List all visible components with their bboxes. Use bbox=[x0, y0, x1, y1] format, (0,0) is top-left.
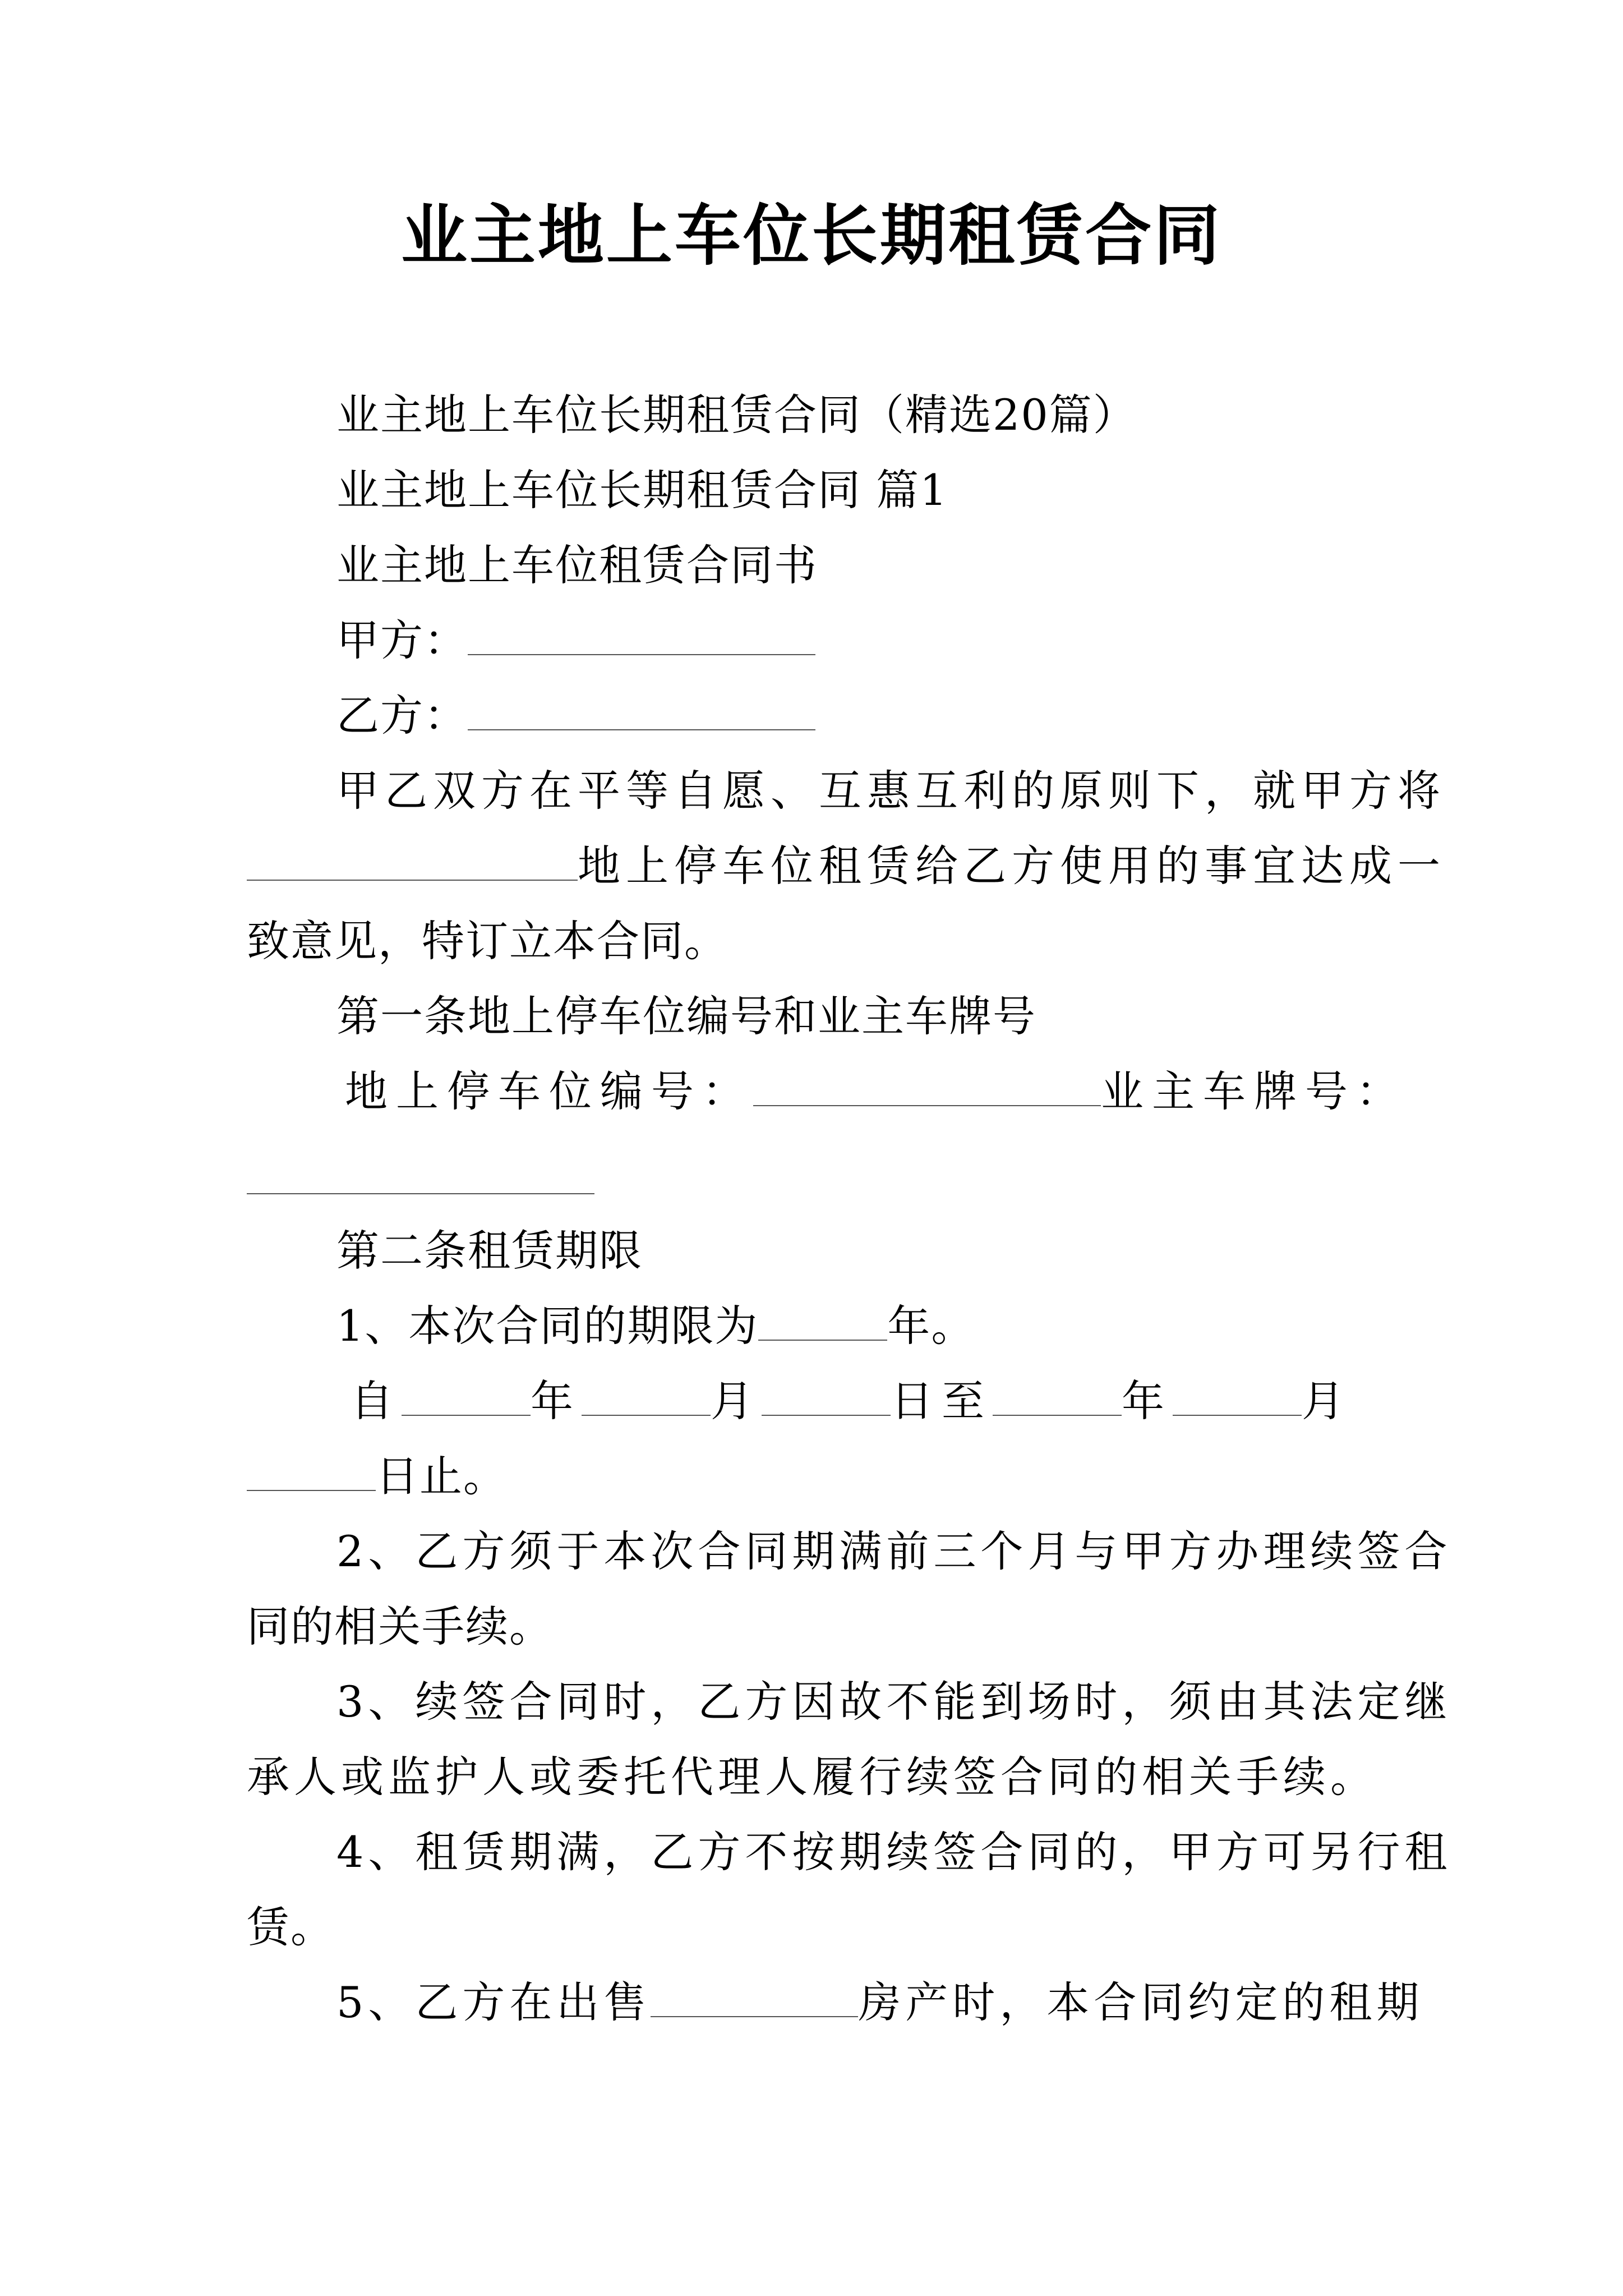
term-4-line-2: 赁。 bbox=[247, 1902, 334, 1952]
party-b-blank bbox=[468, 690, 815, 730]
term-dates-end-line bbox=[247, 1448, 507, 1504]
property-sale-blank bbox=[651, 1977, 858, 2017]
chapter-heading: 业主地上车位长期租赁合同 篇1 bbox=[336, 465, 948, 515]
party-a-line bbox=[336, 613, 815, 669]
party-b-label: 乙方： bbox=[336, 691, 468, 740]
article-2-heading: 第二条租赁期限 bbox=[336, 1226, 643, 1276]
term-2-line-2: 同的相关手续。 bbox=[247, 1602, 553, 1651]
term-5-text-a: 5、乙方在出售 bbox=[336, 1977, 651, 2027]
term-years-blank bbox=[758, 1300, 887, 1341]
term-3-line-2: 承人或监护人或委托代理人履行续签合同的相关手续。 bbox=[247, 1752, 1377, 1802]
contract-name-line: 业主地上车位租赁合同书 bbox=[336, 540, 818, 590]
plate-number-blank bbox=[247, 1192, 594, 1194]
term-2-line-1: 2、乙方须于本次合同期满前三个月与甲方办理续签合 bbox=[336, 1526, 1452, 1576]
start-day-blank bbox=[762, 1375, 891, 1416]
date-day-to: 日至 bbox=[891, 1376, 993, 1426]
date-month-2: 月 bbox=[1302, 1376, 1353, 1426]
party-b-line bbox=[336, 688, 815, 744]
start-year-blank bbox=[402, 1375, 531, 1416]
parking-space-blank bbox=[753, 1066, 1101, 1106]
intro-line-2-text: 地上停车位租赁给乙方使用的事宜达成一 bbox=[578, 841, 1446, 891]
term-5-text-b: 房产时，本合同约定的租期 bbox=[858, 1977, 1424, 2027]
end-year-blank bbox=[993, 1375, 1122, 1416]
party-a-label: 甲方： bbox=[336, 615, 468, 665]
start-month-blank bbox=[582, 1375, 711, 1416]
intro-line-2 bbox=[247, 838, 1446, 894]
article-1-heading: 第一条地上停车位编号和业主车牌号 bbox=[336, 991, 1036, 1041]
term-4-line-1: 4、租赁期满，乙方不按期续签合同的，甲方可另行租 bbox=[336, 1827, 1452, 1877]
end-day-blank bbox=[247, 1451, 376, 1491]
term-1-text-a: 1、本次合同的期限为 bbox=[336, 1301, 759, 1351]
term-1-line bbox=[336, 1298, 975, 1354]
date-year-2: 年 bbox=[1122, 1376, 1173, 1426]
party-a-blank bbox=[468, 615, 815, 655]
term-dates-line bbox=[351, 1373, 1353, 1429]
intro-line-3: 致意见，特订立本合同。 bbox=[247, 916, 728, 966]
plate-number-label: 业主车牌号： bbox=[1101, 1066, 1407, 1116]
end-month-blank bbox=[1173, 1375, 1302, 1416]
property-name-blank bbox=[247, 840, 578, 881]
date-year-1: 年 bbox=[531, 1376, 582, 1426]
term-3-line-1: 3、续签合同时，乙方因故不能到场时，须由其法定继 bbox=[336, 1677, 1452, 1727]
term-5-line-1 bbox=[336, 1975, 1423, 2031]
article-1-fields-line bbox=[345, 1064, 1407, 1120]
date-end: 日止。 bbox=[376, 1451, 507, 1501]
subtitle-line: 业主地上车位长期租赁合同（精选20篇） bbox=[336, 390, 1137, 440]
document-title: 业主地上车位长期租赁合同 bbox=[400, 196, 1222, 274]
parking-space-label: 地上停车位编号： bbox=[345, 1066, 753, 1116]
date-from: 自 bbox=[351, 1376, 402, 1426]
intro-line-1: 甲乙双方在平等自愿、互惠互利的原则下，就甲方将 bbox=[336, 766, 1446, 816]
date-month-1: 月 bbox=[711, 1376, 762, 1426]
term-1-text-b: 年。 bbox=[887, 1301, 975, 1351]
